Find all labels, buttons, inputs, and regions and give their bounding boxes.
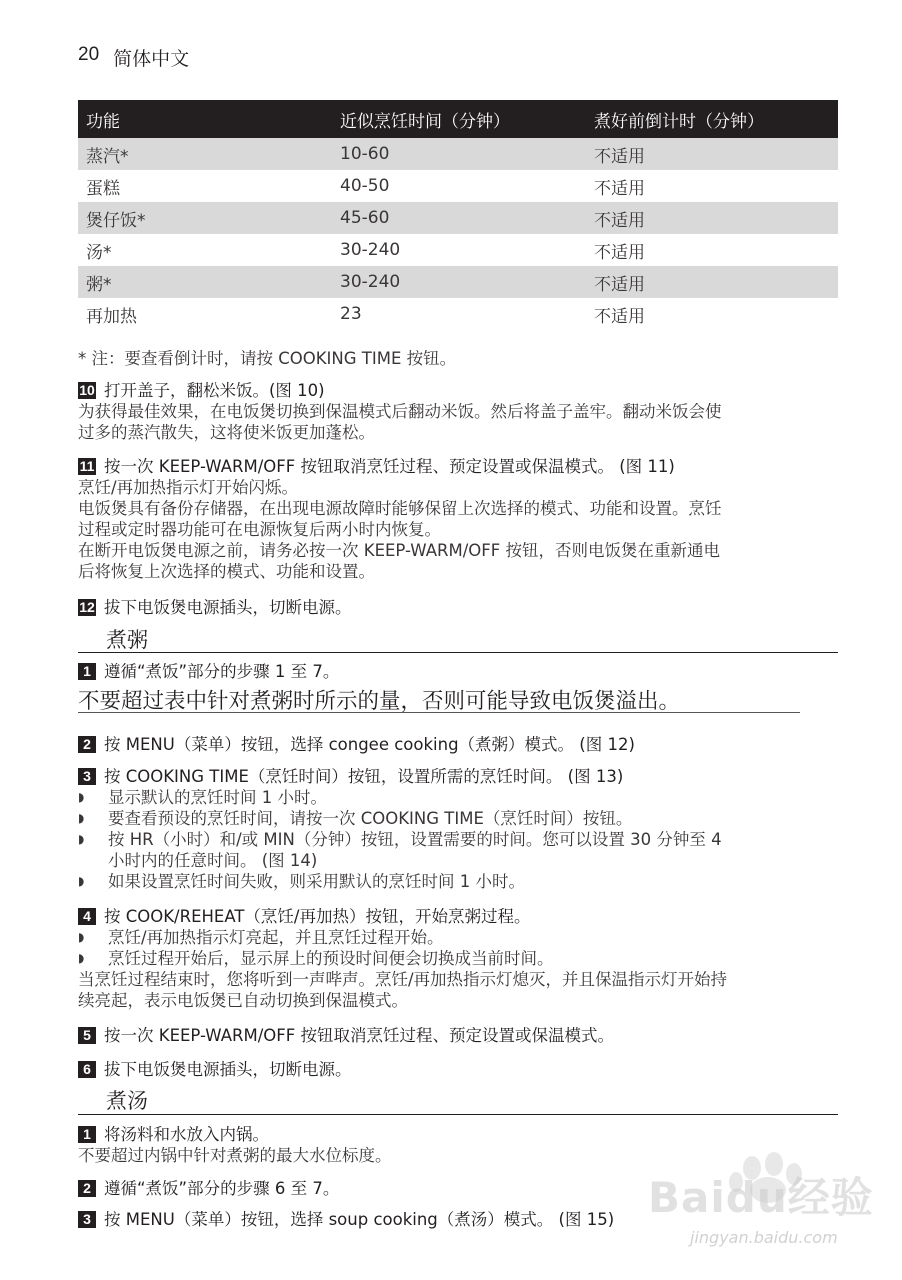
section-divider <box>78 652 838 653</box>
step-title: 按一次 KEEP-WARM/OFF 按钮取消烹饪过程、预定设置或保温模式。 <box>104 1026 614 1045</box>
congee-step-3 <box>78 766 840 892</box>
congee-step-6 <box>78 1059 840 1080</box>
step-text: 为获得最佳效果，在电饭煲切换到保温模式后翻动米饭。然后将盖子盖牢。翻动米饭会使 <box>78 402 722 421</box>
section-title-soup: 煮汤 <box>106 1089 148 1113</box>
step-text: 续亮起，表示电饭煲已自动切换到保温模式。 <box>78 991 408 1010</box>
bullet-item: ◗ 按 HR（小时）和/或 MIN（分钟）按钮，设置需要的时间。您可以设置 30 分钟至 4 <box>78 830 722 849</box>
bullet-item: ◗ 要查看预设的烹饪时间，请按一次 COOKING TIME（烹饪时间）按钮。 <box>78 809 633 828</box>
step-title: 拔下电饭煲电源插头，切断电源。 <box>104 1060 352 1079</box>
step-number: 3 <box>78 1211 96 1228</box>
congee-step-4 <box>78 906 840 1011</box>
step-text: 当烹饪过程结束时，您将听到一声哔声。烹饪/再加热指示灯熄灭，并且保温指示灯开始持 <box>78 970 728 989</box>
column-header: 功能 <box>78 100 332 138</box>
table-row <box>78 138 838 170</box>
congee-step-1 <box>78 661 840 682</box>
table-cell: 30-240 <box>340 240 401 260</box>
bullet-item: ◗ 烹饪过程开始后，显示屏上的预设时间便会切换成当前时间。 <box>78 949 554 968</box>
step-number: 6 <box>78 1061 96 1078</box>
table-cell: 汤* <box>86 242 112 263</box>
bullet-icon: ◗ <box>78 874 85 888</box>
step-number: 10 <box>79 382 95 398</box>
step-text: 后将恢复上次选择的模式、功能和设置。 <box>78 562 375 581</box>
congee-step-5 <box>78 1025 840 1046</box>
table-cell: 23 <box>340 304 362 324</box>
bullet-icon: ◗ <box>78 930 85 944</box>
congee-step-2 <box>78 734 840 755</box>
step-number: 12 <box>79 599 95 615</box>
step-text: 过多的蒸汽散失，这将使米饭更加蓬松。 <box>78 423 375 442</box>
table-cell: 45-60 <box>332 202 586 234</box>
step-number: 1 <box>78 1126 96 1143</box>
warning-text: 不要超过表中针对煮粥时所示的量，否则可能导致电饭煲溢出。 <box>78 689 681 714</box>
column-header: 煮好前倒计时（分钟） <box>586 100 838 138</box>
step-title: 遵循“煮饭”部分的步骤 6 至 7。 <box>104 1179 340 1198</box>
step-number: 4 <box>78 908 96 925</box>
step-title: 按一次 KEEP-WARM/OFF 按钮取消烹饪过程、预定设置或保温模式。 (图 11) <box>104 457 675 476</box>
step-11 <box>78 456 840 582</box>
table-row <box>78 170 838 202</box>
step-title: 按 COOK/REHEAT（烹饪/再加热）按钮，开始烹粥过程。 <box>104 907 531 926</box>
table-cell: 40-50 <box>340 176 390 196</box>
table-cell: 粥* <box>78 266 332 298</box>
table-cell: 不适用 <box>594 306 645 327</box>
step-title: 遵循“煮饭”部分的步骤 1 至 7。 <box>104 662 340 681</box>
table-row <box>78 202 838 234</box>
table-row <box>78 234 838 266</box>
function-table <box>78 100 838 330</box>
step-number: 11 <box>79 458 95 474</box>
table-cell: 不适用 <box>586 202 838 234</box>
table-cell: 蛋糕 <box>86 178 120 199</box>
table-row <box>78 298 838 330</box>
table-cell: 不适用 <box>594 178 645 199</box>
step-text: 电饭煲具有备份存储器，在出现电源故障时能够保留上次选择的模式、功能和设置。烹饪 <box>78 499 722 518</box>
table-cell: 再加热 <box>86 306 137 327</box>
step-title: 按 COOKING TIME（烹饪时间）按钮，设置所需的烹饪时间。 (图 13) <box>104 767 624 786</box>
step-title: 按 MENU（菜单）按钮，选择 soup cooking（煮汤）模式。 (图 15) <box>104 1210 615 1229</box>
step-text: 不要超过内锅中针对煮粥的最大水位标度。 <box>78 1146 392 1165</box>
bullet-icon: ◗ <box>78 790 85 804</box>
section-divider <box>78 1114 838 1115</box>
table-cell: 蒸汽* <box>78 138 332 170</box>
page-header <box>78 44 189 71</box>
table-header-row <box>78 100 838 138</box>
bullet-item: ◗ 烹饪/再加热指示灯亮起，并且烹饪过程开始。 <box>78 928 444 947</box>
watermark-brand: Baidu经验 <box>648 1173 874 1222</box>
step-title: 打开盖子，翻松米饭。(图 10) <box>104 381 325 400</box>
table-row <box>78 266 838 298</box>
table-note: * 注：要查看倒计时，请按 COOKING TIME 按钮。 <box>78 349 457 368</box>
step-title: 按 MENU（菜单）按钮，选择 congee cooking（煮粥）模式。 (图 12) <box>104 735 635 754</box>
page-language: 简体中文 <box>113 48 190 70</box>
column-header: 近似烹饪时间（分钟） <box>332 100 586 138</box>
step-number: 1 <box>78 663 96 680</box>
table-cell: 煲仔饭* <box>78 202 332 234</box>
step-number: 2 <box>78 736 96 753</box>
step-number: 2 <box>78 1180 96 1197</box>
table-cell: 不适用 <box>586 138 838 170</box>
section-title-congee: 煮粥 <box>106 628 148 652</box>
warning-underline <box>78 712 800 713</box>
step-text: 在断开电饭煲电源之前，请务必按一次 KEEP-WARM/OFF 按钮，否则电饭煲在重新通电 <box>78 541 720 560</box>
table-cell: 10-60 <box>332 138 586 170</box>
step-text: 烹饪/再加热指示灯开始闪烁。 <box>78 478 299 497</box>
table-cell: 不适用 <box>594 242 645 263</box>
step-title: 拔下电饭煲电源插头，切断电源。 <box>104 598 352 617</box>
bullet-icon: ◗ <box>78 811 85 825</box>
bullet-item: ◗ 如果设置烹饪时间失败，则采用默认的烹饪时间 1 小时。 <box>78 872 525 891</box>
step-number: 5 <box>78 1027 96 1044</box>
bullet-item: ◗ 显示默认的烹饪时间 1 小时。 <box>78 788 327 807</box>
bullet-continuation: 小时内的任意时间。 (图 14) <box>108 851 318 870</box>
step-number: 3 <box>78 768 96 785</box>
step-10 <box>78 380 840 443</box>
page-number: 20 <box>78 44 100 65</box>
table-cell: 不适用 <box>586 266 838 298</box>
bullet-icon: ◗ <box>78 832 85 846</box>
table-cell: 30-240 <box>332 266 586 298</box>
watermark-url: jingyan.baidu.com <box>690 1228 838 1247</box>
step-12 <box>78 597 840 618</box>
bullet-icon: ◗ <box>78 951 85 965</box>
step-text: 过程或定时器功能可在电源恢复后两小时内恢复。 <box>78 520 441 539</box>
step-title: 将汤料和水放入内锅。 <box>104 1125 269 1144</box>
